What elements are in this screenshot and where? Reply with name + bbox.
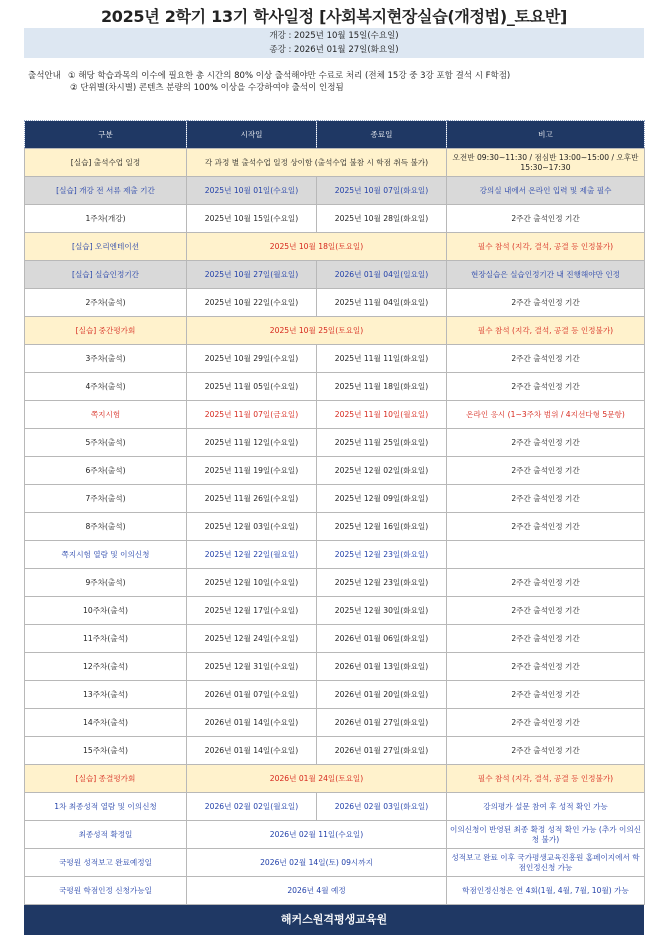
schedule-row [25, 709, 645, 737]
row-start-date: 2025년 11월 12일(수요일) [187, 429, 317, 457]
schedule-row [25, 737, 645, 765]
schedule-row [25, 261, 645, 289]
row-start-date: 2025년 11월 05일(수요일) [187, 373, 317, 401]
schedule-row [25, 513, 645, 541]
row-start-date: 2026년 02월 02일(월요일) [187, 793, 317, 821]
row-remarks: 2주간 출석인정 기간 [447, 653, 645, 681]
row-remarks: 2주간 출석인정 기간 [447, 457, 645, 485]
row-end-date: 2026년 01월 04일(일요일) [317, 261, 447, 289]
row-remarks: 2주간 출석인정 기간 [447, 429, 645, 457]
row-start-date: 2025년 11월 19일(수요일) [187, 457, 317, 485]
schedule-row [25, 821, 645, 849]
schedule-row [25, 429, 645, 457]
schedule-row [25, 765, 645, 793]
schedule-table [24, 120, 645, 905]
row-date-range: 2026년 01월 24일(토요일) [187, 765, 447, 793]
schedule-row [25, 681, 645, 709]
row-category: 5주차(출석) [25, 429, 187, 457]
schedule-row [25, 289, 645, 317]
row-category: [실습] 오리엔테이션 [25, 233, 187, 261]
header-start-date: 시작일 [187, 121, 317, 149]
row-start-date: 2025년 12월 17일(수요일) [187, 597, 317, 625]
row-category: 쪽지시험 열람 및 이의신청 [25, 541, 187, 569]
schedule-row [25, 149, 645, 177]
row-end-date: 2026년 01월 27일(화요일) [317, 737, 447, 765]
header-remarks: 비고 [447, 121, 645, 149]
row-start-date: 2025년 12월 24일(수요일) [187, 625, 317, 653]
row-remarks: 2주간 출석인정 기간 [447, 345, 645, 373]
row-remarks: 오전반 09:30~11:30 / 점심반 13:00~15:00 / 오후반 15:30~17:30 [447, 149, 645, 177]
row-category: 4주차(출석) [25, 373, 187, 401]
row-end-date: 2025년 10월 07일(화요일) [317, 177, 447, 205]
row-end-date: 2025년 11월 04일(화요일) [317, 289, 447, 317]
row-remarks: 강의실 내에서 온라인 입력 및 제출 필수 [447, 177, 645, 205]
row-date-range: 2025년 10월 25일(토요일) [187, 317, 447, 345]
row-end-date: 2025년 12월 09일(화요일) [317, 485, 447, 513]
header-category: 구분 [25, 121, 187, 149]
row-start-date: 2026년 01월 14일(수요일) [187, 737, 317, 765]
row-remarks: 필수 참석 (지각, 결석, 공결 등 인정불가) [447, 765, 645, 793]
row-remarks: 2주간 출석인정 기간 [447, 737, 645, 765]
row-remarks: 2주간 출석인정 기간 [447, 485, 645, 513]
row-end-date: 2025년 11월 18일(화요일) [317, 373, 447, 401]
row-remarks: 2주간 출석인정 기간 [447, 289, 645, 317]
row-remarks: 2주간 출석인정 기간 [447, 513, 645, 541]
row-end-date: 2026년 01월 13일(화요일) [317, 653, 447, 681]
row-end-date: 2025년 12월 23일(화요일) [317, 541, 447, 569]
row-category: 15주차(출석) [25, 737, 187, 765]
row-category: 11주차(출석) [25, 625, 187, 653]
row-end-date: 2025년 12월 23일(화요일) [317, 569, 447, 597]
schedule-row [25, 317, 645, 345]
row-remarks: 2주간 출석인정 기간 [447, 709, 645, 737]
row-remarks: 필수 참석 (지각, 결석, 공결 등 인정불가) [447, 317, 645, 345]
schedule-row [25, 205, 645, 233]
row-remarks: 학점인정신청은 연 4회(1월, 4월, 7월, 10월) 가능 [447, 877, 645, 905]
schedule-row [25, 457, 645, 485]
schedule-row [25, 401, 645, 429]
row-date-range: 2025년 10월 18일(토요일) [187, 233, 447, 261]
row-category: 쪽지시험 [25, 401, 187, 429]
row-start-date: 2025년 12월 22일(월요일) [187, 541, 317, 569]
row-remarks: 2주간 출석인정 기간 [447, 625, 645, 653]
row-category: [실습] 중간평가회 [25, 317, 187, 345]
row-remarks: 2주간 출석인정 기간 [447, 597, 645, 625]
row-category: 13주차(출석) [25, 681, 187, 709]
row-start-date: 2026년 01월 07일(수요일) [187, 681, 317, 709]
row-start-date: 2025년 11월 26일(수요일) [187, 485, 317, 513]
row-category: 최종성적 확정일 [25, 821, 187, 849]
row-end-date: 2025년 11월 25일(화요일) [317, 429, 447, 457]
row-end-date: 2026년 02월 03일(화요일) [317, 793, 447, 821]
row-date-range: 각 과정 별 출석수업 일정 상이함 (출석수업 불참 시 학점 취득 불가) [187, 149, 447, 177]
attendance-notice-line2: ② 단위별(차시별) 콘텐츠 분량의 100% 이상을 수강하여야 출석이 인정됨 [70, 83, 344, 93]
row-start-date: 2025년 10월 22일(수요일) [187, 289, 317, 317]
row-end-date: 2026년 01월 20일(화요일) [317, 681, 447, 709]
row-end-date: 2025년 10월 28일(화요일) [317, 205, 447, 233]
row-remarks: 2주간 출석인정 기간 [447, 681, 645, 709]
row-start-date: 2025년 12월 03일(수요일) [187, 513, 317, 541]
row-category: 2주차(출석) [25, 289, 187, 317]
row-end-date: 2025년 11월 10일(월요일) [317, 401, 447, 429]
row-end-date: 2025년 12월 02일(화요일) [317, 457, 447, 485]
row-end-date: 2026년 01월 27일(화요일) [317, 709, 447, 737]
schedule-header-row [25, 121, 645, 149]
row-end-date: 2026년 01월 06일(화요일) [317, 625, 447, 653]
row-category: 국평원 성적보고 완료예정일 [25, 849, 187, 877]
page-title: 2025년 2학기 13기 학사일정 [사회복지현장실습(개정법)_토요반] [100, 7, 568, 26]
schedule-body [25, 149, 645, 905]
schedule-row [25, 345, 645, 373]
schedule-row [25, 541, 645, 569]
schedule-row [25, 177, 645, 205]
row-end-date: 2025년 11월 11일(화요일) [317, 345, 447, 373]
row-remarks: 이의신청이 반영된 최종 확정 성적 확인 가능 (추가 이의신청 불가) [447, 821, 645, 849]
row-remarks: 필수 참석 (지각, 결석, 공결 등 인정불가) [447, 233, 645, 261]
schedule-row [25, 569, 645, 597]
row-category: 9주차(출석) [25, 569, 187, 597]
row-start-date: 2026년 01월 14일(수요일) [187, 709, 317, 737]
schedule-row [25, 793, 645, 821]
header-end-date: 종료일 [317, 121, 447, 149]
row-start-date: 2025년 11월 07일(금요일) [187, 401, 317, 429]
schedule-row [25, 485, 645, 513]
row-remarks: 강의평가 설문 참여 후 성적 확인 가능 [447, 793, 645, 821]
row-category: [실습] 종결평가회 [25, 765, 187, 793]
institution-footer: 해커스원격평생교육원 [24, 905, 644, 935]
row-category: 1차 최종성적 열람 및 이의신청 [25, 793, 187, 821]
schedule-row [25, 877, 645, 905]
attendance-notice-label: 출석안내 [28, 71, 61, 81]
row-category: [실습] 개강 전 서류 제출 기간 [25, 177, 187, 205]
row-category: 6주차(출석) [25, 457, 187, 485]
row-date-range: 2026년 02월 14일(토) 09시까지 [187, 849, 447, 877]
row-remarks: 온라인 응시 (1~3주차 범위 / 4지선다형 5문항) [447, 401, 645, 429]
course-start-date: 개강 : 2025년 10월 15일(수요일) [269, 31, 399, 41]
row-category: 12주차(출석) [25, 653, 187, 681]
schedule-row [25, 233, 645, 261]
row-remarks: 2주간 출석인정 기간 [447, 205, 645, 233]
row-category: 10주차(출석) [25, 597, 187, 625]
row-remarks: 2주간 출석인정 기간 [447, 569, 645, 597]
row-category: 1주차(개강) [25, 205, 187, 233]
row-category: [실습] 출석수업 일정 [25, 149, 187, 177]
attendance-notice [28, 70, 510, 94]
schedule-row [25, 653, 645, 681]
row-category: 3주차(출석) [25, 345, 187, 373]
row-category: 8주차(출석) [25, 513, 187, 541]
row-remarks: 성적보고 완료 이후 국가평생교육진흥원 홈페이지에서 학점인정신청 가능 [447, 849, 645, 877]
row-remarks: 2주간 출석인정 기간 [447, 373, 645, 401]
schedule-row [25, 625, 645, 653]
row-start-date: 2025년 10월 01일(수요일) [187, 177, 317, 205]
row-start-date: 2025년 12월 10일(수요일) [187, 569, 317, 597]
schedule-row [25, 849, 645, 877]
row-date-range: 2026년 4월 예정 [187, 877, 447, 905]
schedule-row [25, 373, 645, 401]
attendance-notice-line1: ① 해당 학습과목의 이수에 필요한 총 시간의 80% 이상 출석해야만 수료로 처리 (전체 15강 중 3강 포함 결석 시 F학점) [68, 71, 511, 81]
schedule-row [25, 597, 645, 625]
row-start-date: 2025년 10월 27일(월요일) [187, 261, 317, 289]
row-start-date: 2025년 10월 15일(수요일) [187, 205, 317, 233]
row-end-date: 2025년 12월 16일(화요일) [317, 513, 447, 541]
row-category: 국평원 학점인정 신청가능일 [25, 877, 187, 905]
row-category: [실습] 실습인정기간 [25, 261, 187, 289]
row-remarks: 현장실습은 실습인정기간 내 진행해야만 인정 [447, 261, 645, 289]
row-remarks [447, 541, 645, 569]
row-category: 14주차(출석) [25, 709, 187, 737]
course-period-box [24, 28, 644, 58]
row-start-date: 2025년 10월 29일(수요일) [187, 345, 317, 373]
row-end-date: 2025년 12월 30일(화요일) [317, 597, 447, 625]
row-date-range: 2026년 02월 11일(수요일) [187, 821, 447, 849]
course-end-date: 종강 : 2026년 01월 27일(화요일) [269, 45, 399, 55]
row-start-date: 2025년 12월 31일(수요일) [187, 653, 317, 681]
row-category: 7주차(출석) [25, 485, 187, 513]
